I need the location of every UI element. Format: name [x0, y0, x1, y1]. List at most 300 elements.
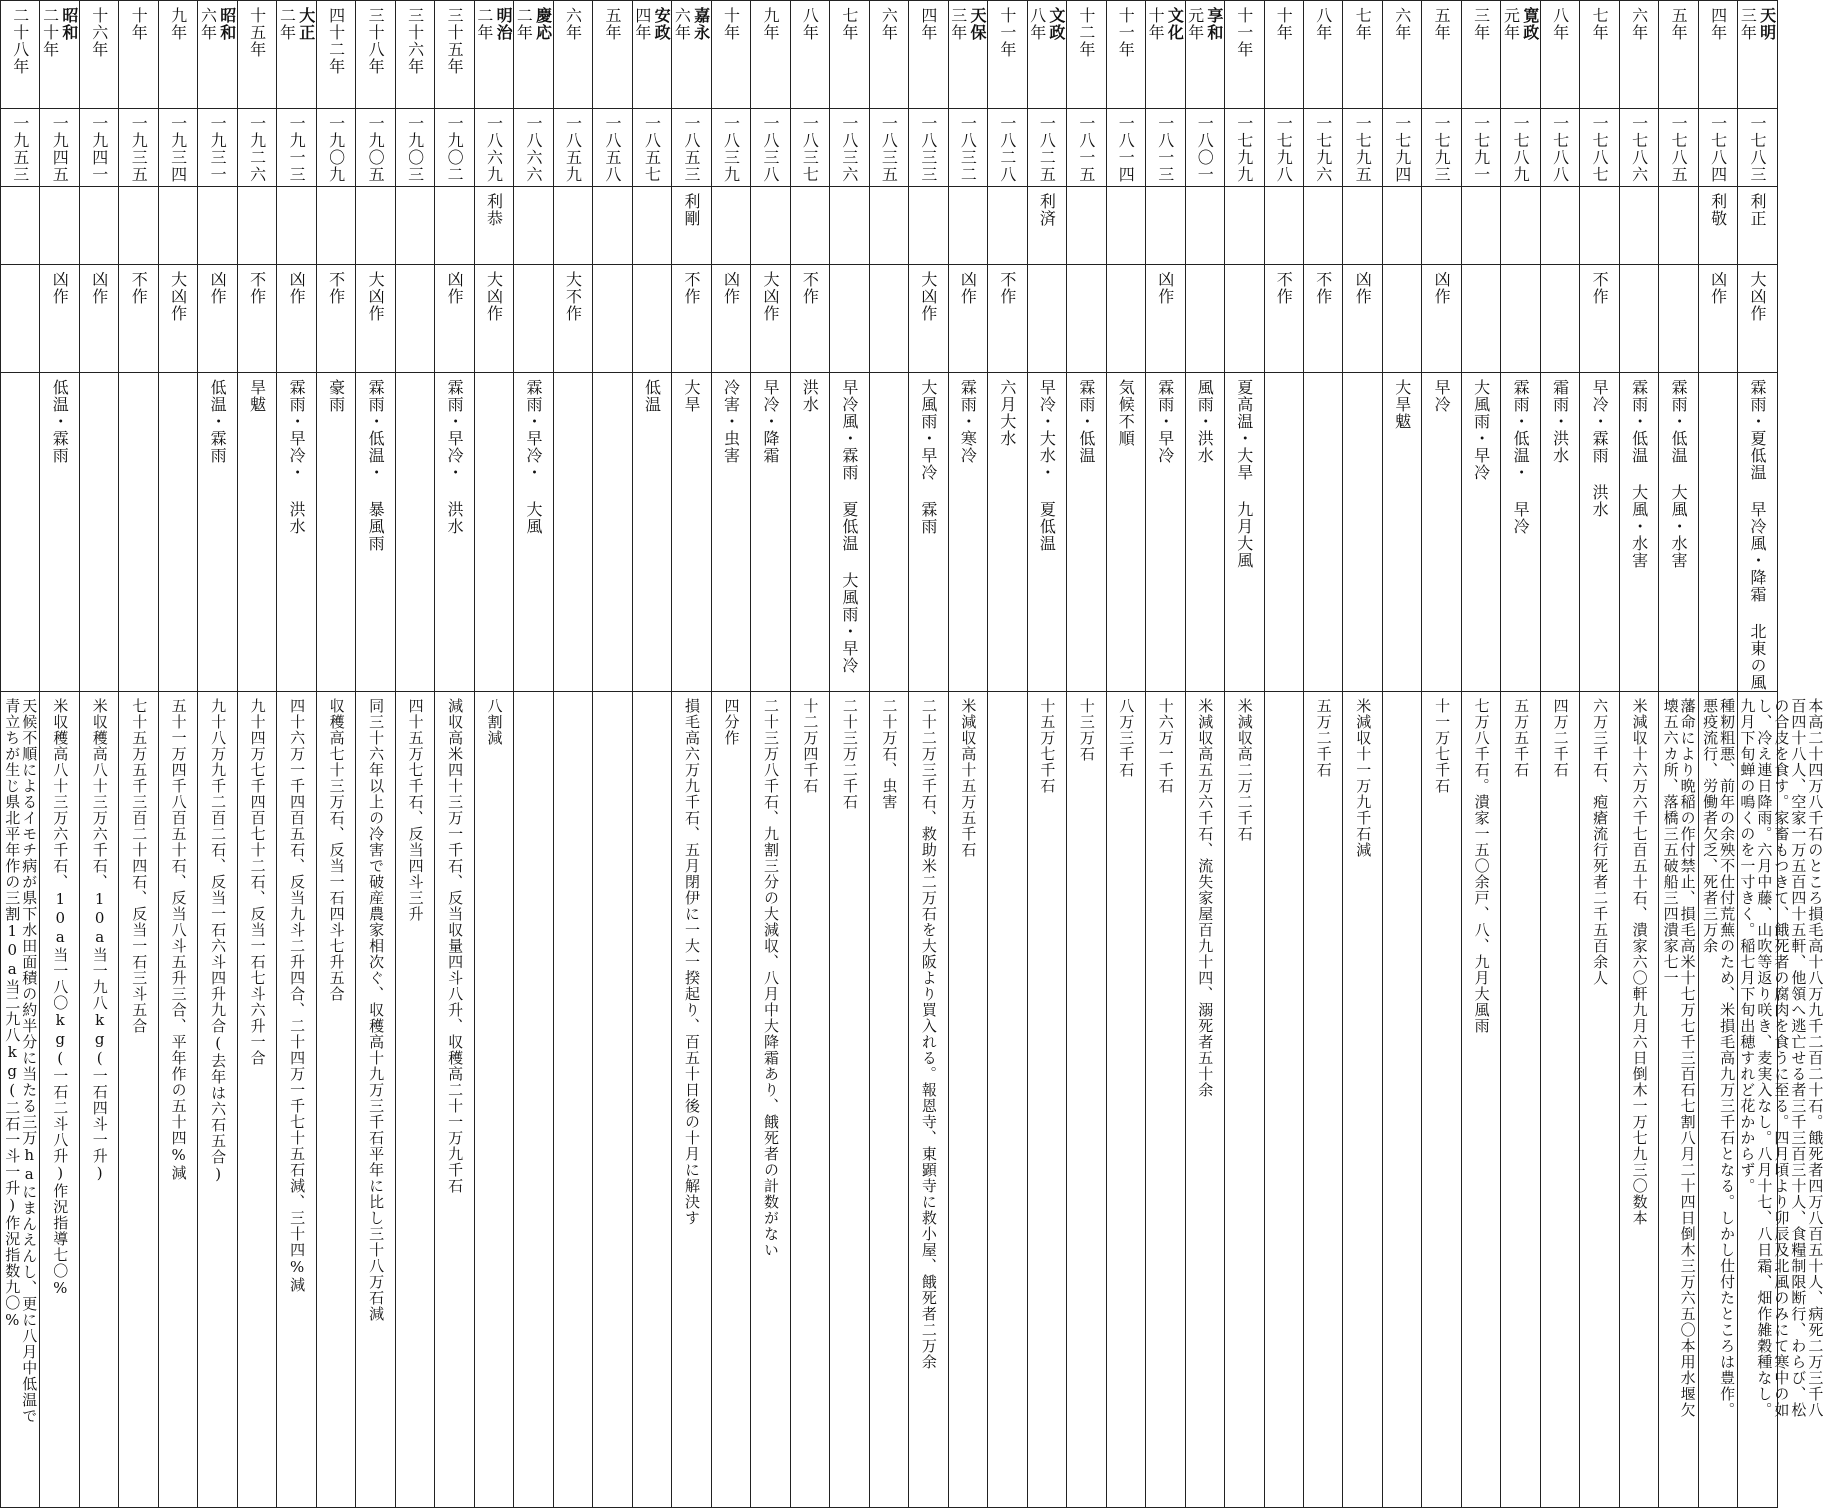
lord-name-cell	[988, 187, 1027, 265]
western-year-cell	[1738, 109, 1777, 187]
detail: 十一万七千石	[1433, 698, 1452, 794]
western-year-cell	[1185, 109, 1224, 187]
lord-name: 利正	[1748, 193, 1768, 227]
lord-name-cell	[1146, 187, 1185, 265]
western-year-cell	[830, 109, 869, 187]
western-year-cell	[1659, 109, 1698, 187]
lord-name-cell	[356, 187, 395, 265]
western-year: 一七九六	[1313, 115, 1333, 183]
lord-name-cell	[40, 187, 79, 265]
era-year-cell	[237, 1, 276, 109]
cause-cell	[198, 373, 237, 692]
era-year-cell	[1422, 1, 1461, 109]
detail-cell	[1461, 692, 1500, 1508]
era-label: 安政	[652, 7, 672, 41]
result-cell	[593, 265, 632, 373]
cause-cell	[1146, 373, 1185, 692]
detail: 八万三千石	[1117, 698, 1136, 778]
detail: 藩命により晩稲の作付禁止、損毛高米十七万七千三百石七割八月二十四日倒木三万六五〇本用水堰欠壊五六カ所、落橋三五破船三四潰家七一	[1661, 698, 1697, 1418]
cause-cell	[158, 373, 197, 692]
era-year-cell	[632, 1, 671, 109]
result-cell	[790, 265, 829, 373]
detail-cell	[1501, 692, 1540, 1508]
cause-cell	[79, 373, 118, 692]
cause-cell	[1580, 373, 1619, 692]
western-year: 一八〇一	[1195, 115, 1215, 183]
result-cell	[40, 265, 79, 373]
cause-cell	[1225, 373, 1264, 692]
detail-cell	[948, 692, 987, 1508]
result: 凶作	[89, 271, 109, 305]
western-year-cell	[1461, 109, 1500, 187]
western-year-cell	[909, 109, 948, 187]
result-cell	[1382, 265, 1421, 373]
year-label: 二十八年	[10, 7, 30, 75]
result-cell	[1264, 265, 1303, 373]
cause-cell	[790, 373, 829, 692]
year-label: 十年	[1146, 7, 1166, 41]
cause: 早冷	[1432, 379, 1452, 413]
cause-cell	[1619, 373, 1658, 692]
result-cell	[1067, 265, 1106, 373]
result-cell	[1106, 265, 1145, 373]
cause-cell	[1382, 373, 1421, 692]
year-label: 四年	[918, 7, 938, 41]
cause: 大風雨・早冷	[1471, 379, 1491, 481]
year-label: 八年	[1550, 7, 1570, 41]
year-label: 七年	[1353, 7, 1373, 41]
detail-cell	[474, 692, 513, 1508]
result-cell	[869, 265, 908, 373]
cause-cell	[1067, 373, 1106, 692]
cause: 早冷・大水・ 夏低温	[1037, 379, 1057, 552]
result: 凶作	[1353, 271, 1373, 305]
lord-name-cell	[1, 187, 40, 265]
result-cell	[1225, 265, 1264, 373]
cause-cell	[316, 373, 355, 692]
era-label: 慶応	[533, 7, 553, 41]
result-cell	[395, 265, 434, 373]
lord-name-cell	[1225, 187, 1264, 265]
western-year: 一八三二	[958, 115, 978, 183]
western-year-cell	[1264, 109, 1303, 187]
cause: 大旱	[681, 379, 701, 413]
lord-name-cell	[672, 187, 711, 265]
lord-name-cell	[790, 187, 829, 265]
detail: 米減収高十五万五千石	[959, 698, 978, 858]
cause-cell	[1264, 373, 1303, 692]
year-label: 十一年	[1116, 7, 1136, 58]
detail: 本高二十四万八千石のところ損毛高十八万九千二百二十石。餓死者四万八百五十人、病死二万三千八百四十八人、空家一万五百四十五軒、他領へ逃亡せる者三千三百三十人、食糧制限断行、わらび、松の合皮を食す。家畜もつきて、餓死者の腐肉を食うに至る。四月頃より卯辰及北風のみにて寒中の如し、冷え連日降雨。六月中藤、山吹等返り咲き、麦実入なし。八月十七、八日霜、畑作雑穀種なし。九月下旬蝉の鳴くのを一寸きく。稲七月下旬出穂すれど花かからず。	[1738, 698, 1824, 1418]
detail: 米減収十六万六千七百五十石、潰家六〇軒九月六日倒木一万七九三〇数本	[1630, 698, 1649, 1226]
detail: 七十五万五千三百二十四石、反当一石三斗五合	[130, 698, 149, 1034]
year-label: 二年	[277, 7, 297, 41]
cause-row	[1, 373, 1778, 692]
western-year-cell	[435, 109, 474, 187]
lord-name-cell	[1382, 187, 1421, 265]
lord-name: 利恭	[484, 193, 504, 227]
cause-cell	[1540, 373, 1579, 692]
result-cell	[1027, 265, 1066, 373]
cause-cell	[1027, 373, 1066, 692]
result-cell	[474, 265, 513, 373]
result-cell	[1659, 265, 1698, 373]
year-label: 六年	[879, 7, 899, 41]
detail: 減収高米四十三万一千石、反当収量四斗八升、収穫高二十一万九千石	[446, 698, 465, 1194]
result-row	[1, 265, 1778, 373]
cause-cell	[1422, 373, 1461, 692]
cause: 六月大水	[997, 379, 1017, 447]
era-year-row	[1, 1, 1778, 109]
western-year: 一九三五	[129, 115, 149, 183]
western-year-cell	[751, 109, 790, 187]
detail-cell	[790, 692, 829, 1508]
result-cell	[751, 265, 790, 373]
cause: 霜雨・洪水	[1550, 379, 1570, 464]
era-year-cell	[751, 1, 790, 109]
result: 不作	[129, 271, 149, 305]
result: 大凶作	[1748, 271, 1768, 322]
year-label: 六年	[563, 7, 583, 41]
lord-name-cell	[79, 187, 118, 265]
cause-cell	[632, 373, 671, 692]
detail-cell	[1185, 692, 1224, 1508]
lord-name-cell	[1303, 187, 1342, 265]
western-year-cell	[711, 109, 750, 187]
western-year: 一九三一	[208, 115, 228, 183]
cause: 霖雨・低温	[1076, 379, 1096, 464]
lord-name-cell	[1106, 187, 1145, 265]
result: 大凶作	[168, 271, 188, 322]
year-label: 六年	[672, 7, 692, 41]
year-label: 十二年	[1076, 7, 1096, 58]
result: 大凶作	[760, 271, 780, 322]
cause-cell	[514, 373, 553, 692]
result-cell	[119, 265, 158, 373]
era-label: 大正	[296, 7, 316, 41]
western-year: 一八五三	[681, 115, 701, 183]
western-year: 一七八三	[1748, 115, 1768, 183]
cause-cell	[751, 373, 790, 692]
western-year: 一七八六	[1629, 115, 1649, 183]
western-year-cell	[1501, 109, 1540, 187]
era-year-cell	[277, 1, 316, 109]
era-year-cell	[869, 1, 908, 109]
detail-cell	[1619, 692, 1658, 1508]
year-label: 五年	[1669, 7, 1689, 41]
western-year: 一七九九	[1234, 115, 1254, 183]
western-year: 一八二八	[997, 115, 1017, 183]
year-label: 三年	[948, 7, 968, 41]
western-year: 一九四一	[89, 115, 109, 183]
cause: 霖雨・低温・ 暴風雨	[366, 379, 386, 552]
cause-cell	[1185, 373, 1224, 692]
detail: 種籾粗悪、前年の余殃不仕付荒蕪のため、米損毛高九万三千石となる。しかし仕付たところは豊作。悪疫流行、労働者欠乏、死者三万余	[1701, 698, 1737, 1418]
cause-cell	[1461, 373, 1500, 692]
lord-name-cell	[1343, 187, 1382, 265]
western-year: 一七九一	[1471, 115, 1491, 183]
era-label: 文化	[1165, 7, 1185, 41]
year-label: 十一年	[997, 7, 1017, 58]
result: 大不作	[563, 271, 583, 322]
cause-cell	[435, 373, 474, 692]
result-cell	[1146, 265, 1185, 373]
result: 大凶作	[918, 271, 938, 322]
western-year: 一八五八	[603, 115, 622, 183]
detail: 九十四万七千四百七十二石、反当一石七斗六升一合	[248, 698, 267, 1066]
result-cell	[356, 265, 395, 373]
detail-cell	[356, 692, 395, 1508]
detail-cell	[514, 692, 553, 1508]
era-year-cell	[1225, 1, 1264, 109]
western-year-cell	[1146, 109, 1185, 187]
result-cell	[316, 265, 355, 373]
cause: 旱魃	[247, 379, 267, 413]
cause-cell	[395, 373, 434, 692]
cause-cell	[474, 373, 513, 692]
era-year-cell	[474, 1, 513, 109]
year-label: 元年	[1501, 7, 1521, 41]
result-cell	[1185, 265, 1224, 373]
western-year: 一九〇二	[445, 115, 465, 183]
lord-row	[1, 187, 1778, 265]
lord-name-cell	[514, 187, 553, 265]
detail-cell	[1303, 692, 1342, 1508]
detail: 二十三万八千石、九割三分の大減収、八月中大降霜あり、餓死者の計数がない	[761, 698, 780, 1258]
year-label: 三十六年	[405, 7, 425, 75]
western-year-cell	[1106, 109, 1145, 187]
detail-cell	[40, 692, 79, 1508]
cause: 霖雨・低温 大風・水害	[1629, 379, 1649, 569]
lord-name-cell	[1422, 187, 1461, 265]
detail: 七万八千石。潰家一五〇余戸、八、九月大風雨	[1472, 698, 1491, 1034]
western-year: 一九〇九	[326, 115, 346, 183]
western-year-cell	[356, 109, 395, 187]
lord-name-cell	[277, 187, 316, 265]
year-label: 四十二年	[326, 7, 346, 75]
result-cell	[198, 265, 237, 373]
result-cell	[158, 265, 197, 373]
result: 不作	[1274, 271, 1294, 305]
detail-cell	[1580, 692, 1619, 1508]
western-year: 一九五三	[10, 115, 30, 183]
detail-cell	[79, 692, 118, 1508]
detail-cell	[869, 692, 908, 1508]
detail: 四分作	[722, 698, 741, 746]
western-year-cell	[277, 109, 316, 187]
year-label: 四年	[1708, 7, 1728, 41]
era-year-cell	[1303, 1, 1342, 109]
western-year: 一七八四	[1708, 115, 1728, 183]
cause: 洪水	[800, 379, 820, 413]
detail-cell	[1540, 692, 1579, 1508]
detail: 天候不順によるイモチ病が県下水田面積の約半分に当たる三万haにまんえんし、更に八月中低温で青立ちが生じ県北平年作の三割10a当二九八kg(二石一斗一升)作況指数九〇%	[3, 698, 39, 1424]
western-year-cell	[1382, 109, 1421, 187]
lord-name-cell	[1659, 187, 1698, 265]
cause-cell	[593, 373, 632, 692]
detail-cell	[1382, 692, 1421, 1508]
result-cell	[237, 265, 276, 373]
detail-cell	[830, 692, 869, 1508]
result-cell	[909, 265, 948, 373]
result-cell	[1461, 265, 1500, 373]
year-label: 六年	[198, 7, 218, 41]
western-year-cell	[1027, 109, 1066, 187]
cause: 霖雨・早冷	[1155, 379, 1175, 464]
result: 不作	[1590, 271, 1610, 305]
detail-cell	[711, 692, 750, 1508]
cause-cell	[672, 373, 711, 692]
western-year: 一七八八	[1550, 115, 1570, 183]
detail: 収穫高七十三万石、反当一石四斗七升五合	[327, 698, 346, 1002]
result-cell	[1738, 265, 1777, 373]
detail: 米収穫高八十三万六千石、10a当一八〇kg(一石二斗八升)作況指導七〇%	[51, 698, 70, 1298]
western-year-cell	[1540, 109, 1579, 187]
western-year: 一七九三	[1432, 115, 1452, 183]
cause-cell	[277, 373, 316, 692]
cause: 霖雨・早冷・ 洪水	[445, 379, 465, 535]
era-year-cell	[1106, 1, 1145, 109]
detail-cell	[672, 692, 711, 1508]
lord-name-cell	[711, 187, 750, 265]
year-label: 元年	[1185, 7, 1205, 41]
western-year-cell	[1698, 109, 1737, 187]
result: 不作	[326, 271, 346, 305]
result-cell	[514, 265, 553, 373]
western-year-cell	[40, 109, 79, 187]
cause: 早冷・霖雨 洪水	[1590, 379, 1610, 518]
detail-row	[1, 692, 1778, 1508]
detail-cell	[1659, 692, 1698, 1508]
year-label: 九年	[760, 7, 780, 41]
lord-name-cell	[119, 187, 158, 265]
western-year-cell	[316, 109, 355, 187]
western-year: 一八三六	[839, 115, 859, 183]
detail-cell	[237, 692, 276, 1508]
year-label: 八年	[1313, 7, 1333, 41]
result: 凶作	[1432, 271, 1452, 305]
cause: 低温・霖雨	[50, 379, 70, 464]
cause: 霖雨・寒冷	[958, 379, 978, 464]
era-label: 文政	[1046, 7, 1066, 41]
western-year-cell	[237, 109, 276, 187]
western-year: 一七八九	[1511, 115, 1531, 183]
result-cell	[1303, 265, 1342, 373]
result-cell	[79, 265, 118, 373]
lord-name-cell	[474, 187, 513, 265]
era-year-cell	[1659, 1, 1698, 109]
era-year-cell	[1343, 1, 1382, 109]
western-year-cell	[1343, 109, 1382, 187]
western-year: 一九四五	[50, 115, 70, 183]
era-year-cell	[711, 1, 750, 109]
result-cell	[1698, 265, 1737, 373]
detail: 五十一万四千八百五十石、反当八斗五升三合、平年作の五十四%減	[169, 698, 188, 1181]
era-year-cell	[1738, 1, 1777, 109]
western-year: 一九一三	[287, 115, 307, 183]
detail: 二十二万三千石、救助米二万石を大阪より買入れる。報恩寺、東顕寺に救小屋、餓死者二万余	[919, 698, 938, 1370]
lord-name-cell	[1185, 187, 1224, 265]
western-year-cell	[1, 109, 40, 187]
detail: 二十万石、虫害	[880, 698, 899, 810]
detail-cell	[1146, 692, 1185, 1508]
era-label: 享和	[1204, 7, 1224, 41]
lord-name-cell	[1698, 187, 1737, 265]
lord-name-cell	[395, 187, 434, 265]
western-year-cell	[395, 109, 434, 187]
western-year: 一八六九	[484, 115, 504, 183]
western-year-cell	[514, 109, 553, 187]
lord-name-cell	[1501, 187, 1540, 265]
western-year-cell	[632, 109, 671, 187]
detail: 米収穫高八十三万六千石、10a当一九八kg(一石四斗一升)	[90, 698, 109, 1183]
year-label: 五年	[603, 7, 622, 41]
era-year-cell	[158, 1, 197, 109]
cause-cell	[1343, 373, 1382, 692]
lord-name-cell	[751, 187, 790, 265]
year-label: 十年	[721, 7, 741, 41]
western-year-cell	[1619, 109, 1658, 187]
cause: 冷害・虫害	[721, 379, 741, 464]
result: 凶作	[50, 271, 70, 305]
western-year-cell	[593, 109, 632, 187]
lord-name-cell	[830, 187, 869, 265]
result: 不作	[247, 271, 267, 305]
era-year-cell	[1698, 1, 1737, 109]
cause: 早冷・降霜	[760, 379, 780, 464]
cause-cell	[356, 373, 395, 692]
cause: 大旱魃	[1392, 379, 1412, 430]
western-year-cell	[1225, 109, 1264, 187]
era-label: 昭和	[217, 7, 237, 41]
detail-cell	[435, 692, 474, 1508]
result: 凶作	[1708, 271, 1728, 305]
detail: 五万二千石	[1314, 698, 1333, 778]
cause-cell	[1106, 373, 1145, 692]
era-year-cell	[1382, 1, 1421, 109]
cause: 霖雨・早冷・ 大風	[524, 379, 544, 535]
detail-cell	[751, 692, 790, 1508]
western-year-cell	[1422, 109, 1461, 187]
result: 大凶作	[484, 271, 504, 322]
year-label: 三年	[1738, 7, 1758, 41]
lord-name-cell	[1619, 187, 1658, 265]
western-year: 一八三五	[879, 115, 899, 183]
western-year-cell	[869, 109, 908, 187]
detail-cell	[1027, 692, 1066, 1508]
detail-cell	[119, 692, 158, 1508]
year-label: 八年	[1027, 7, 1047, 41]
western-year: 一九〇五	[366, 115, 386, 183]
era-year-cell	[1461, 1, 1500, 109]
detail-cell	[1, 692, 40, 1508]
result-cell	[277, 265, 316, 373]
lord-name: 利剛	[681, 193, 701, 227]
cause: 豪雨	[326, 379, 346, 413]
era-year-cell	[40, 1, 79, 109]
lord-name-cell	[1540, 187, 1579, 265]
detail: 六万三千石、疱瘡流行死者二千五百余人	[1591, 698, 1610, 986]
result-cell	[632, 265, 671, 373]
cause: 霖雨・低温 大風・水害	[1669, 379, 1689, 569]
lord-name-cell	[1461, 187, 1500, 265]
year-label: 三十五年	[445, 7, 465, 75]
result: 不作	[800, 271, 820, 305]
cause-cell	[869, 373, 908, 692]
detail-cell	[1422, 692, 1461, 1508]
result: 不作	[997, 271, 1017, 305]
detail-cell	[158, 692, 197, 1508]
